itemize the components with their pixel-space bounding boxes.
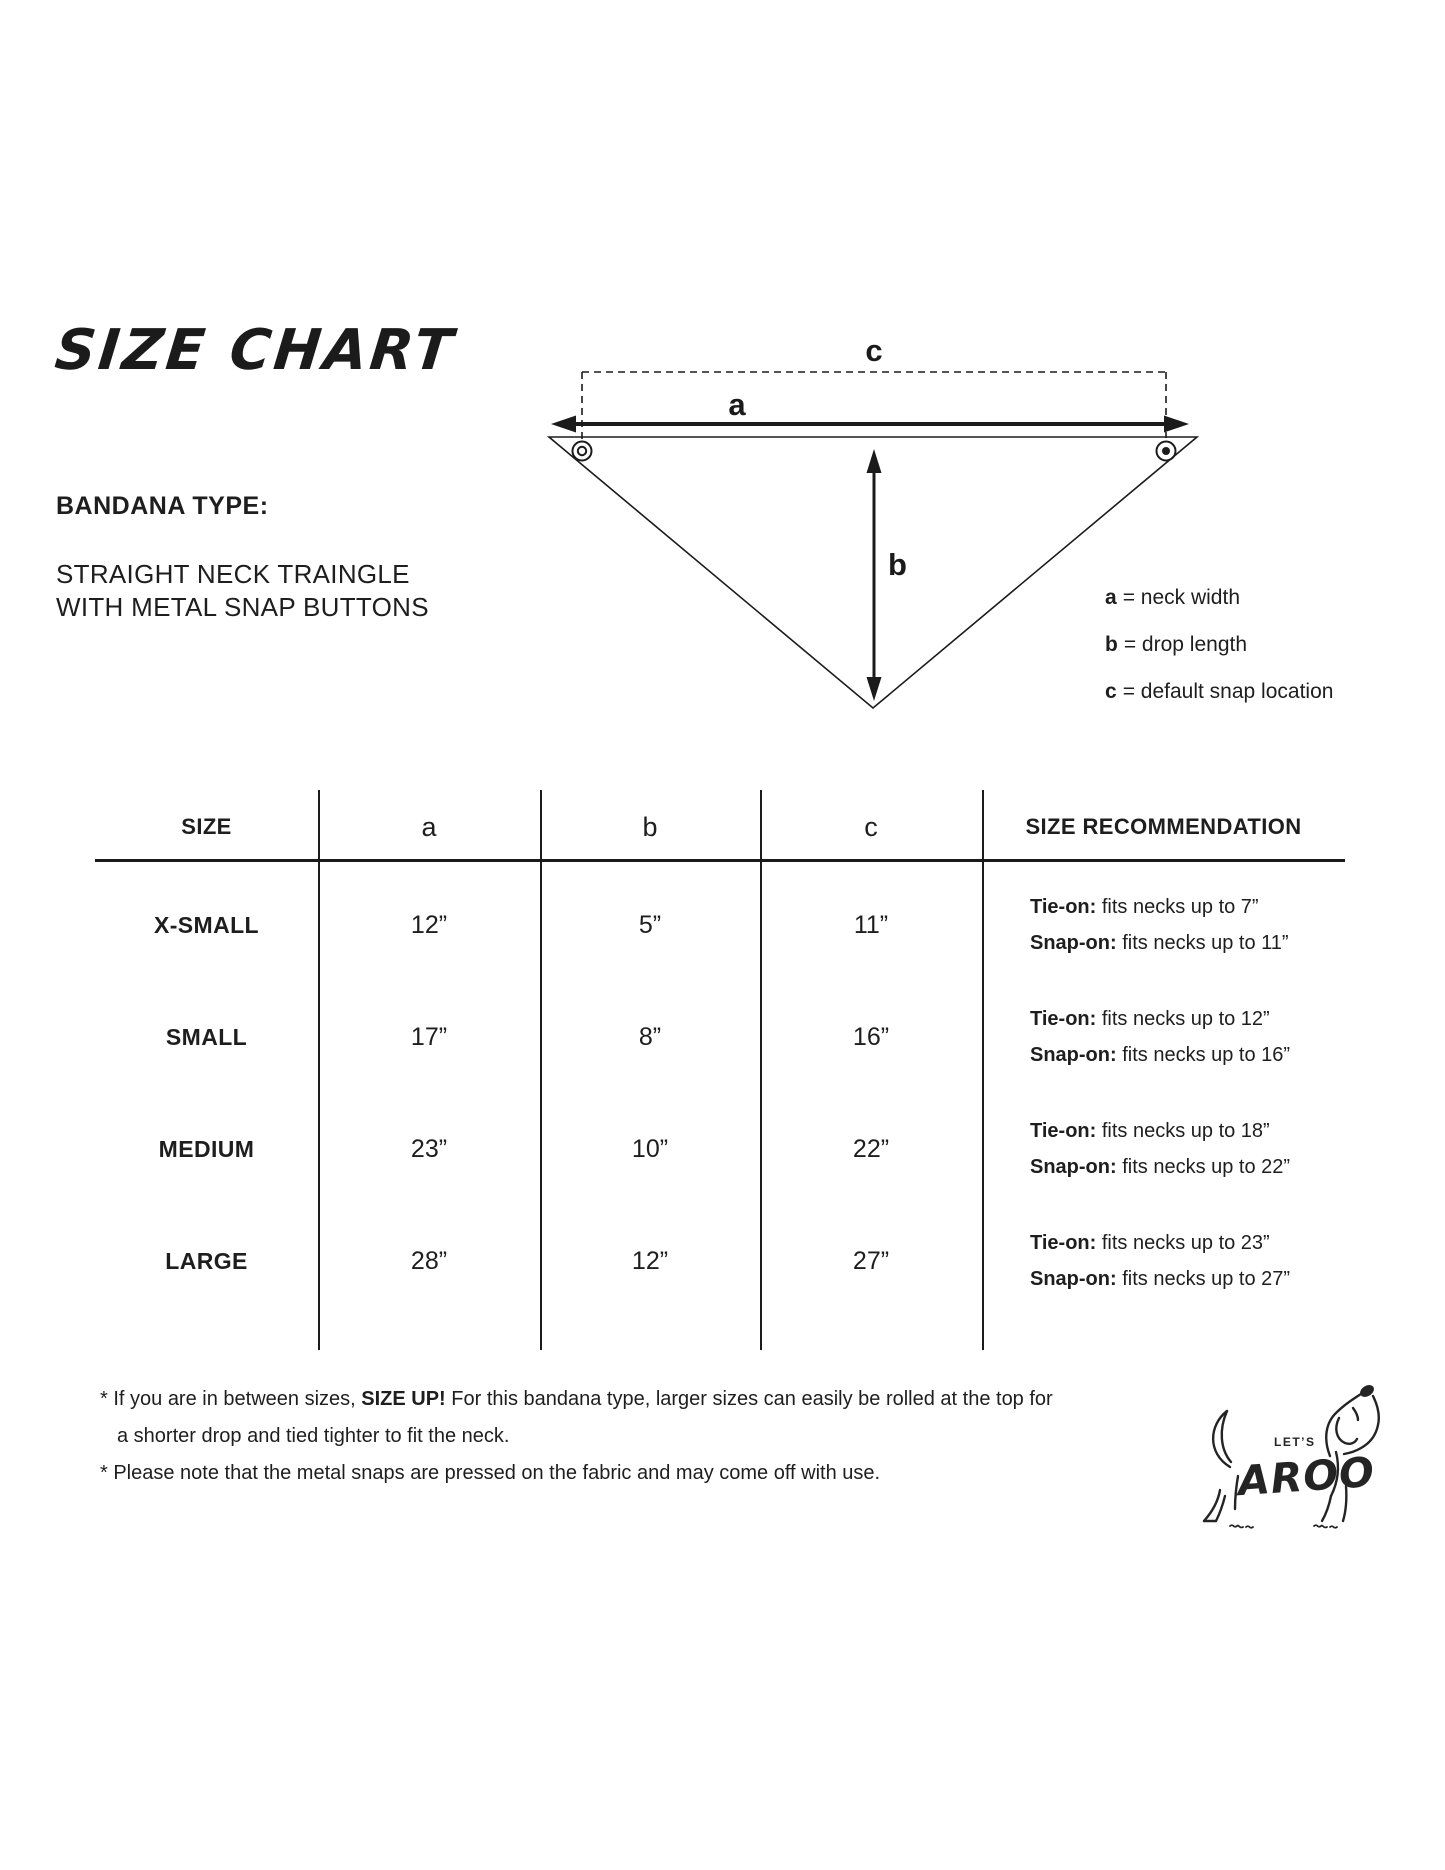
- value-c: 11”: [853, 910, 889, 939]
- snap-button-right: [1157, 442, 1176, 461]
- neck-width-arrow-a: [551, 416, 1189, 433]
- col-header-a: a: [421, 811, 437, 842]
- value-b: 8”: [638, 1022, 662, 1051]
- value-a: 17”: [410, 1022, 448, 1051]
- value-c: 22”: [852, 1134, 890, 1163]
- table-row: [95, 869, 1345, 981]
- logo-aroo-text: AROO: [1236, 1447, 1377, 1506]
- diagram-label-c: c: [865, 333, 883, 368]
- snap-location-line-c: [582, 372, 1166, 440]
- size-label: SMALL: [165, 1023, 248, 1050]
- table-row: [95, 981, 1345, 1093]
- footnote-metal-snaps: * Please note that the metal snaps are pressed on the fabric and may come off with use.: [100, 1462, 881, 1484]
- bandana-type-description: [56, 558, 429, 624]
- table-header-rule: [95, 859, 1345, 862]
- drop-length-arrow-b: [867, 449, 882, 701]
- size-label: MEDIUM: [158, 1135, 255, 1162]
- value-c: 27”: [852, 1246, 890, 1275]
- bandana-type-line2: WITH METAL SNAP BUTTONS: [56, 592, 429, 622]
- col-header-size: SIZE: [181, 814, 232, 839]
- col-header-recommendation: SIZE RECOMMENDATION: [1025, 814, 1302, 839]
- bandana-type-line1: STRAIGHT NECK TRAINGLE: [56, 559, 410, 589]
- table-row: [95, 1205, 1345, 1317]
- legend-line-c: c = default snap location: [1105, 680, 1334, 703]
- size-label: X-SMALL: [153, 911, 259, 938]
- diagram-legend: [1105, 574, 1333, 715]
- footnote-line1: * If you are in between sizes, SIZE UP! For this bandana type, larger sizes can easily be rolled at the top for: [100, 1388, 1053, 1410]
- brand-logo: [1190, 1378, 1410, 1548]
- legend-line-a: a = neck width: [1105, 586, 1241, 609]
- diagram-label-a: a: [728, 387, 746, 422]
- value-b: 12”: [631, 1246, 669, 1275]
- value-a: 12”: [410, 910, 448, 939]
- footnote-line2: a shorter drop and tied tighter to fit the neck.: [117, 1425, 510, 1447]
- snap-button-left: [573, 442, 592, 461]
- size-recommendation: Tie-on: fits necks up to 7” Snap-on: fits necks up to 11”: [1030, 896, 1289, 954]
- logo-lets-text: LET’S: [1274, 1435, 1316, 1449]
- size-recommendation: Tie-on: fits necks up to 18” Snap-on: fits necks up to 22”: [1030, 1120, 1291, 1178]
- value-a: 23”: [410, 1134, 448, 1163]
- size-recommendation: Tie-on: fits necks up to 12” Snap-on: fits necks up to 16”: [1030, 1008, 1291, 1066]
- diagram-label-b: b: [888, 547, 907, 582]
- value-b: 10”: [631, 1134, 669, 1163]
- size-label: LARGE: [165, 1247, 248, 1274]
- value-c: 16”: [852, 1022, 890, 1051]
- col-header-c: c: [864, 811, 878, 842]
- col-header-b: b: [642, 811, 658, 842]
- size-recommendation: Tie-on: fits necks up to 23” Snap-on: fits necks up to 27”: [1030, 1232, 1291, 1290]
- page-title: SIZE CHART: [52, 318, 459, 383]
- table-row: [95, 1093, 1345, 1205]
- legend-line-b: b = drop length: [1105, 633, 1248, 656]
- bandana-type-label: BANDANA TYPE:: [56, 492, 269, 520]
- value-a: 28”: [410, 1246, 448, 1275]
- footnote-size-up: [100, 1381, 1053, 1455]
- value-b: 5”: [638, 910, 662, 939]
- table-header-row: [95, 805, 1345, 849]
